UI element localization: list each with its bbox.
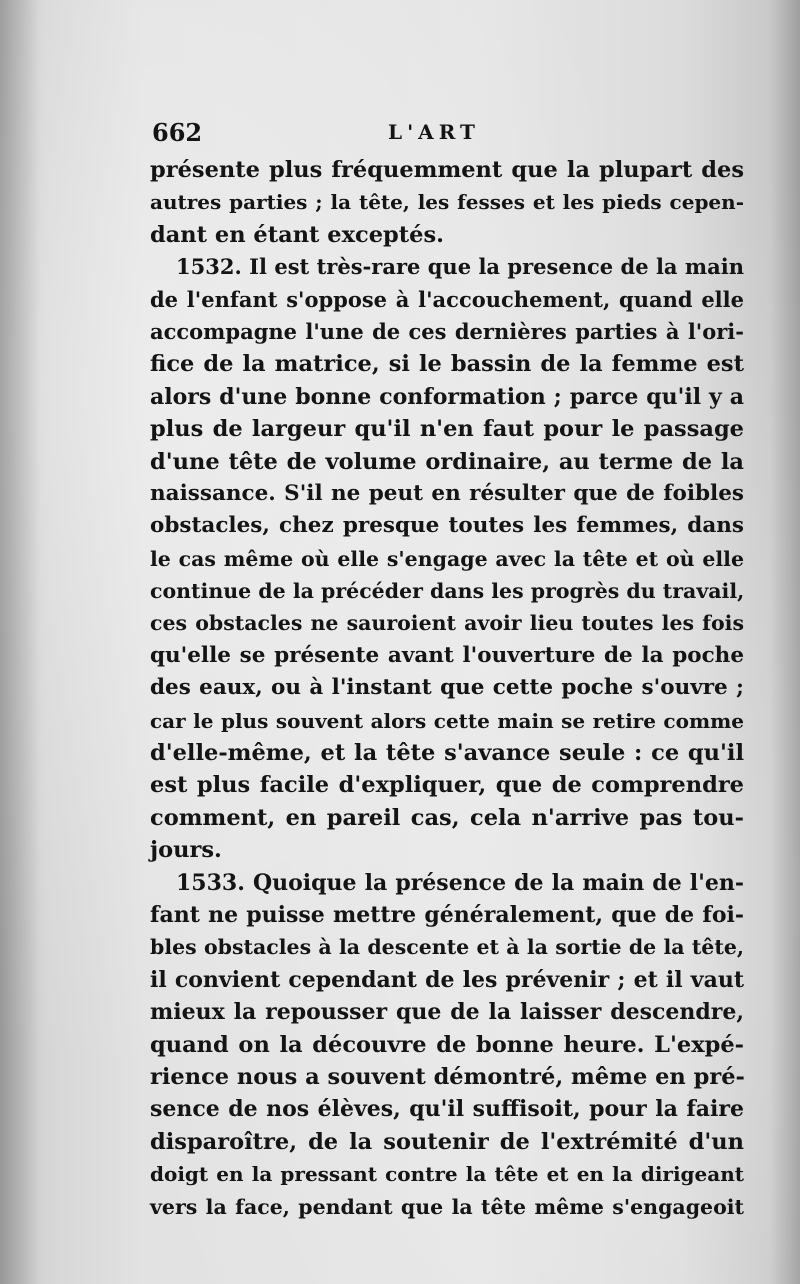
text-line: présente plus fréquemment que la plupart des — [150, 157, 744, 183]
running-title: L'ART — [388, 120, 480, 144]
page-edge-shadow — [770, 0, 800, 1284]
text-line: mieux la repousser que de la laisser descendre, — [150, 999, 744, 1026]
text-line: fice de la matrice, si le bassin de la femme est — [150, 351, 744, 378]
text-line: quand on la découvre de bonne heure. L'expé- — [150, 1031, 744, 1058]
text-line: de l'enfant s'oppose à l'accouchement, quand elle — [150, 286, 744, 312]
text-line: autres parties ; la tête, les fesses et les pieds cepen- — [150, 190, 744, 215]
text-line: des eaux, ou à l'instant que cette poche s'ouvre ; — [150, 675, 744, 701]
text-line: est plus facile d'expliquer, que de comprendre — [150, 772, 744, 799]
text-line: comment, en pareil cas, cela n'arrive pas tou- — [150, 804, 744, 831]
text-line: disparoître, de la soutenir de l'extrémité d'un — [150, 1128, 744, 1155]
text-line: dant en étant exceptés. — [150, 221, 444, 248]
text-line: 1533. Quoique la présence de la main de l'en- — [176, 869, 744, 896]
text-line: bles obstacles à la descente et à la sortie de la tête, — [150, 935, 744, 960]
text-line: rience nous a souvent démontré, même en pré- — [150, 1063, 745, 1090]
body-text — [150, 154, 744, 1223]
text-line: accompagne l'une de ces dernières parties à l'ori- — [150, 318, 744, 344]
text-line: continue de la précéder dans les progrès du travail, — [150, 579, 745, 604]
text-line: alors d'une bonne conformation ; parce qu'il y a — [150, 383, 744, 410]
spine-shadow — [0, 0, 40, 1284]
text-line: plus de largeur qu'il n'en faut pour le passage — [150, 416, 744, 443]
text-line: le cas même où elle s'engage avec la tête et où elle — [150, 546, 744, 571]
text-line: obstacles, chez presque toutes les femmes, dans — [150, 513, 744, 539]
text-line: 1532. Il est très-rare que la presence de la main — [176, 254, 744, 280]
text-line: car le plus souvent alors cette main se retire comme — [150, 708, 744, 733]
text-line: sence de nos élèves, qu'il suffisoit, pour la faire — [150, 1096, 744, 1123]
text-line: qu'elle se présente avant l'ouverture de la poche — [150, 642, 744, 668]
text-line: naissance. S'il ne peut en résulter que de foibles — [150, 480, 744, 506]
text-line: jours. — [150, 837, 222, 864]
text-line: d'elle-même, et la tête s'avance seule : ce qu'il — [150, 740, 744, 767]
page-number: 662 — [152, 118, 203, 147]
text-line: fant ne puisse mettre généralement, que de foi- — [150, 901, 744, 928]
text-line: vers la face, pendant que la tête même s'engageoit — [150, 1194, 744, 1219]
text-line: il convient cependant de les prévenir ; et il vaut — [150, 966, 744, 993]
page-header — [152, 118, 742, 148]
text-line: doigt en la pressant contre la tête et en la dirigeant — [150, 1162, 744, 1187]
text-line: d'une tête de volume ordinaire, au terme de la — [150, 448, 744, 475]
text-line: ces obstacles ne sauroient avoir lieu toutes les fois — [150, 611, 744, 636]
